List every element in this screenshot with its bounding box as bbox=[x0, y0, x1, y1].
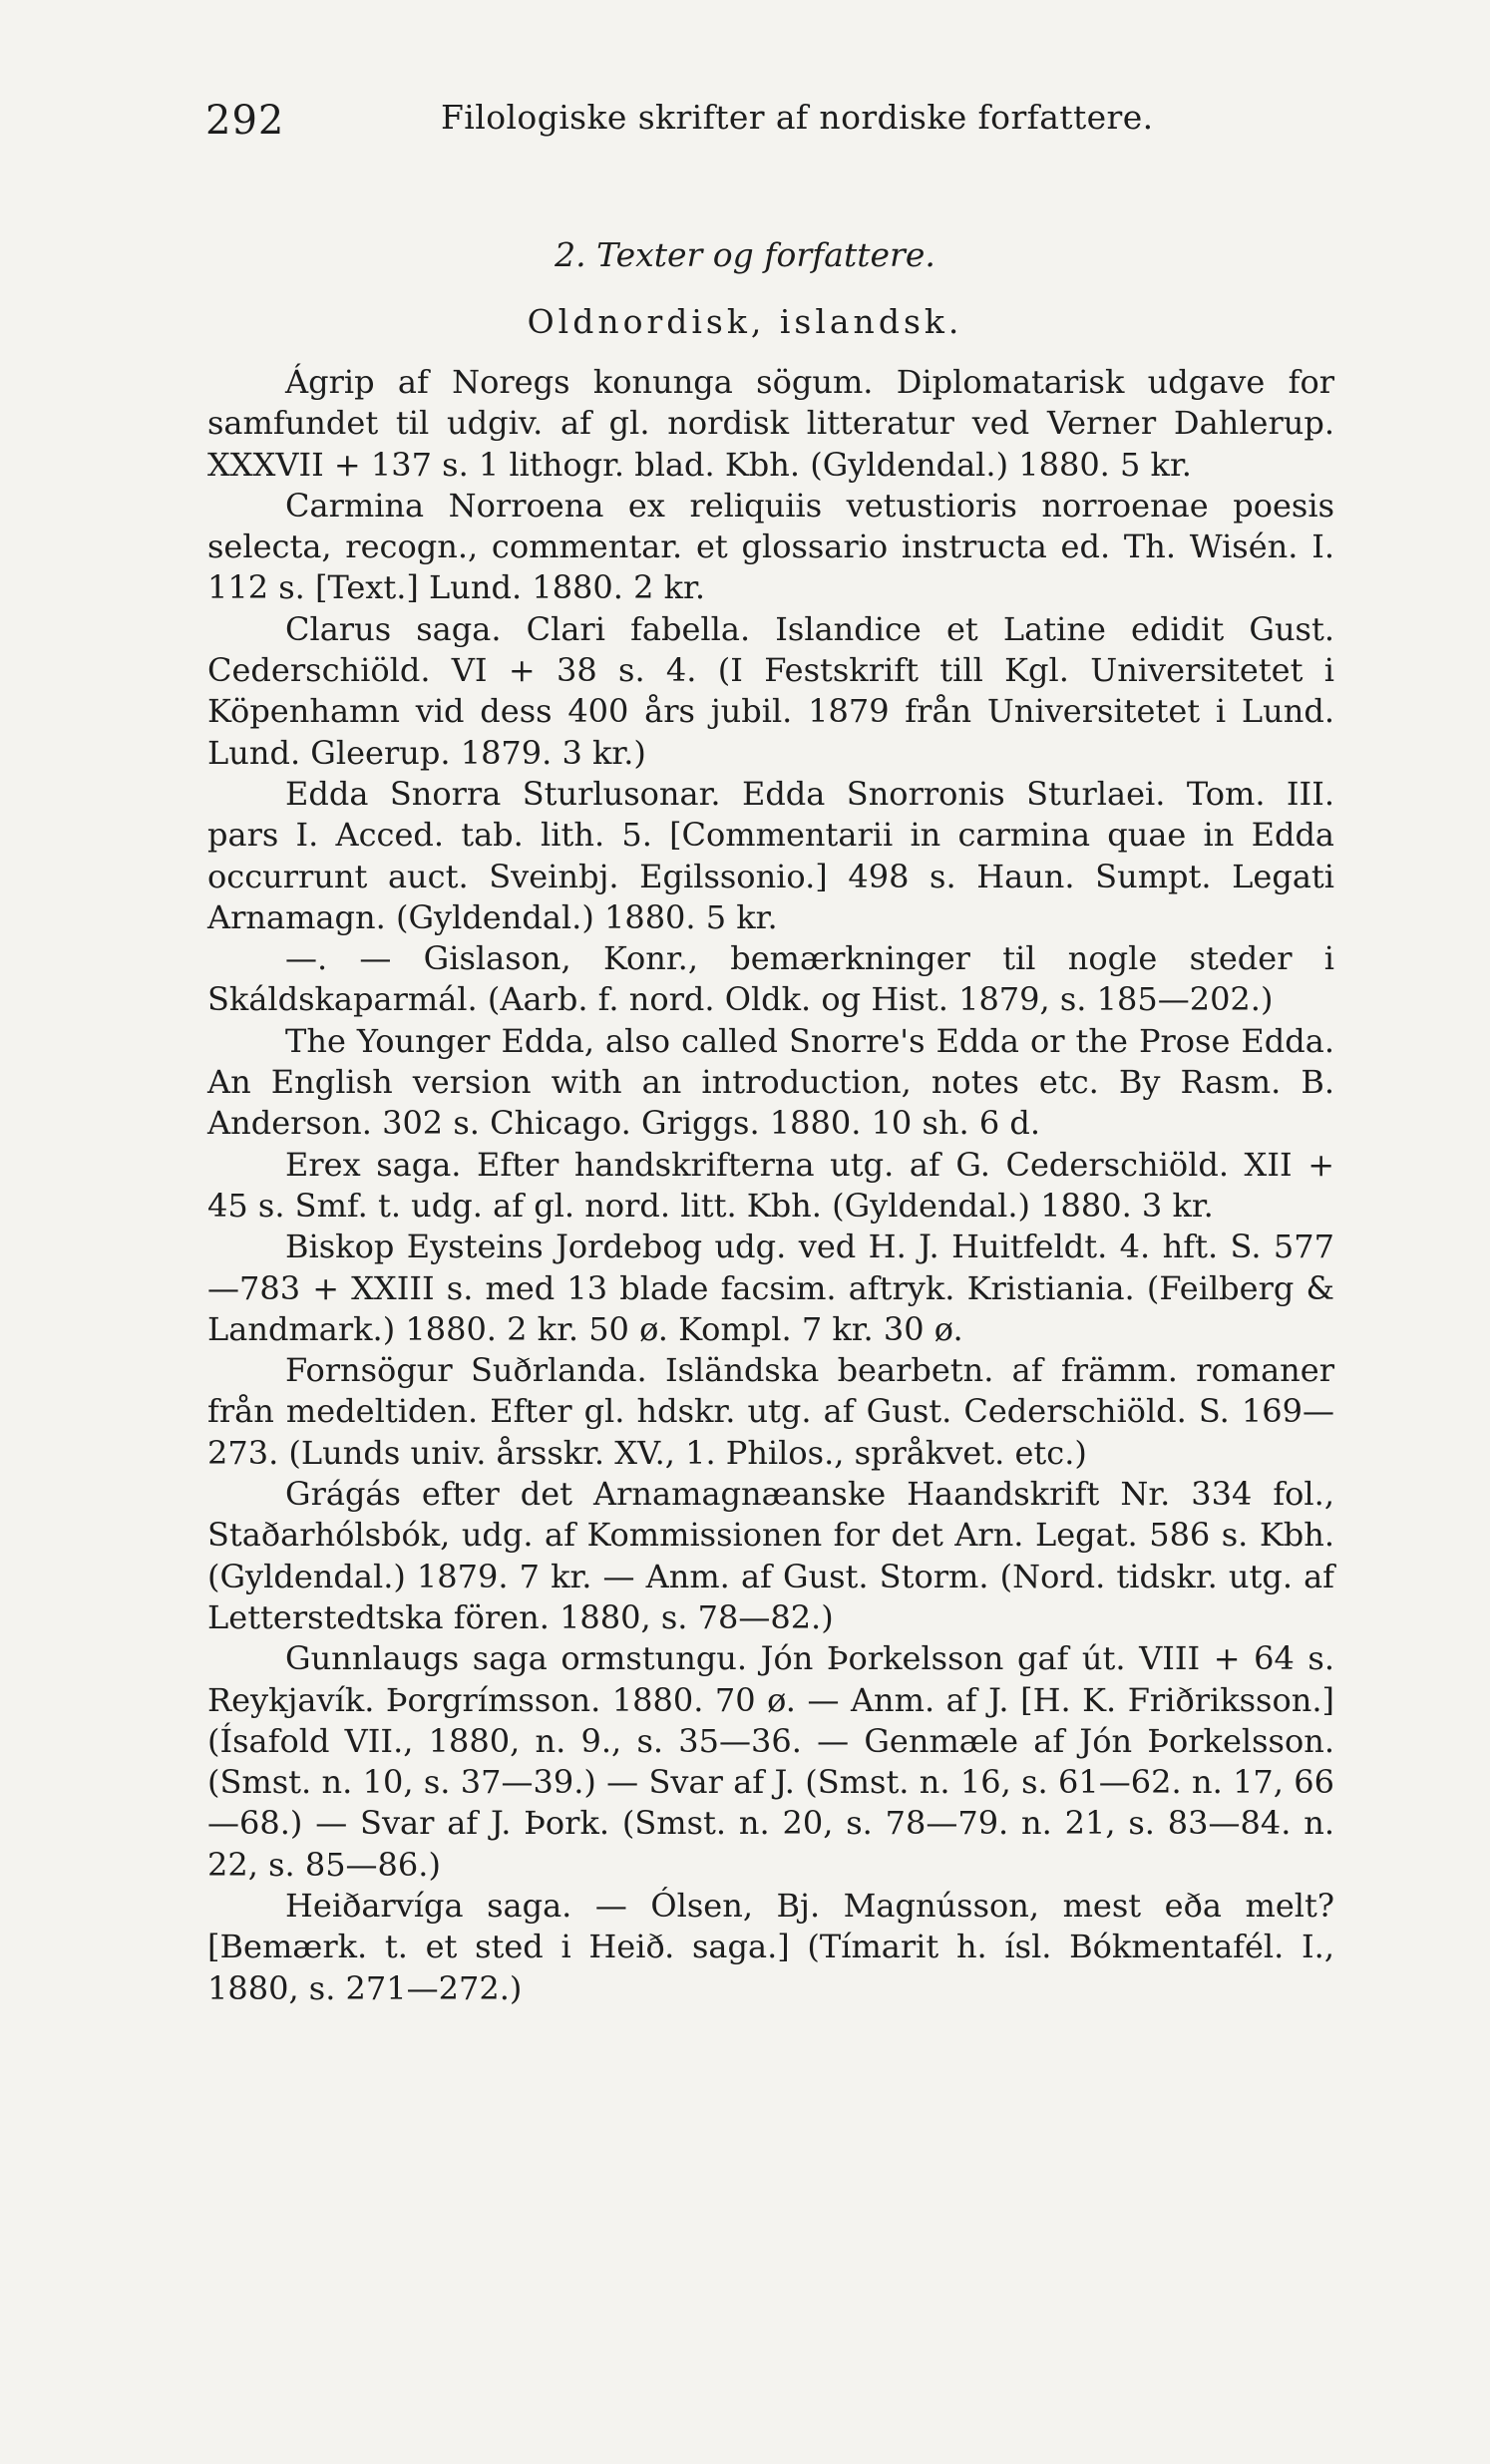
section-title: 2. Texter og forfattere. bbox=[555, 235, 935, 274]
bibliography-entry: Erex saga. Efter handskrifterna utg. af G. Cederschiöld. XII + 45 s. Smf. t. udg. af gl. nord. litt. Kbh. (Gyldendal.) 1880. 3 kr. bbox=[207, 1145, 1334, 1225]
page-number: 292 bbox=[205, 98, 285, 144]
bibliography-entry: Clarus saga. Clari fabella. Islandice et Latine edidit Gust. Cederschiöld. VI + 38 s. 4. (I Festskrift till Kgl. Universitetet i Köpenhamn vid dess 400 års jubil. 1879 från Universitetet i Lund. Lund. Gleerup. 1879. 3 kr.) bbox=[207, 609, 1334, 772]
bibliography-entry: Edda Snorra Sturlusonar. Edda Snorronis Sturlaei. Tom. III. pars I. Acced. tab. lith. 5. [Commentarii in carmina quae in Edda occurrunt auct. Sveinbj. Egilssonio.] 498 s. Haun. Sumpt. Legati Arnamagn. (Gyldendal.) 1880. 5 kr. bbox=[207, 774, 1334, 936]
bibliography-entry: Ágrip af Noregs konunga sögum. Diplomatarisk udgave for samfundet til udgiv. af gl. nordisk litteratur ved Verner Dahlerup. XXXVII + 137 s. 1 lithogr. blad. Kbh. (Gyldendal.) 1880. 5 kr. bbox=[207, 363, 1334, 484]
page-header bbox=[205, 92, 1241, 152]
bibliography-entry: Heiðarvíga saga. — Ólsen, Bj. Magnússon, mest eða melt? [Bemærk. t. et sted i Heið. saga.] (Tímarit h. ísl. Bókmentafél. I., 1880, s. 271—272.) bbox=[207, 1886, 1334, 2007]
bibliography-entry: The Younger Edda, also called Snorre's Edda or the Prose Edda. An English version with an introduction, notes etc. By Rasm. B. Anderson. 302 s. Chicago. Griggs. 1880. 10 sh. 6 d. bbox=[207, 1021, 1334, 1143]
bibliography-entry: Gunnlaugs saga ormstungu. Jón Þorkelsson gaf út. VIII + 64 s. Reykjavík. Þorgrímsson. 1880. 70 ø. — Anm. af J. [H. K. Friðriksson.] (Ísafold VII., 1880, n. 9., s. 35—36. — Genmæle af Jón Þorkelsson. (Smst. n. 10, s. 37—39.) — Svar af J. (Smst. n. 16, s. 61—62. n. 17, 66—68.) — Svar af J. Þork. (Smst. n. 20, s. 78—79. n. 21, s. 83—84. n. 22, s. 85—86.) bbox=[207, 1639, 1334, 1884]
bibliography-entry: Carmina Norroena ex reliquiis vetustioris norroenae poesis selecta, recogn., commentar. et glossario instructa ed. Th. Wisén. I. 112 s. [Text.] Lund. 1880. 2 kr. bbox=[207, 486, 1334, 607]
bibliography-entry: Grágás efter det Arnamagnæanske Haandskrift Nr. 334 fol., Staðarhólsbók, udg. af Kommissionen for det Arn. Legat. 586 s. Kbh. (Gyldendal.) 1879. 7 kr. — Anm. af Gust. Storm. (Nord. tidskr. utg. af Letterstedtska fören. 1880, s. 78—82.) bbox=[207, 1475, 1334, 1636]
bibliography-entry: —. — Gislason, Konr., bemærkninger til nogle steder i Skáldskaparmál. (Aarb. f. nord. Oldk. og Hist. 1879, s. 185—202.) bbox=[207, 939, 1334, 1019]
bibliography-list bbox=[207, 362, 1334, 2009]
subsection-heading: Oldnordisk, islandsk. bbox=[527, 302, 963, 341]
running-head: Filologiske skrifter af nordiske forfattere. bbox=[441, 98, 1154, 137]
bibliography-entry: Biskop Eysteins Jordebog udg. ved H. J. Huitfeldt. 4. hft. S. 577—783 + XXIII s. med 13 blade facsim. aftryk. Kristiania. (Feilberg & Landmark.) 1880. 2 kr. 50 ø. Kompl. 7 kr. 30 ø. bbox=[207, 1228, 1334, 1348]
bibliography-entry: Fornsögur Suðrlanda. Isländska bearbetn. af främm. romaner från medeltiden. Efter gl. hdskr. utg. af Gust. Cederschiöld. S. 169—273. (Lunds univ. årsskr. XV., 1. Philos., språkvet. etc.) bbox=[207, 1351, 1334, 1472]
